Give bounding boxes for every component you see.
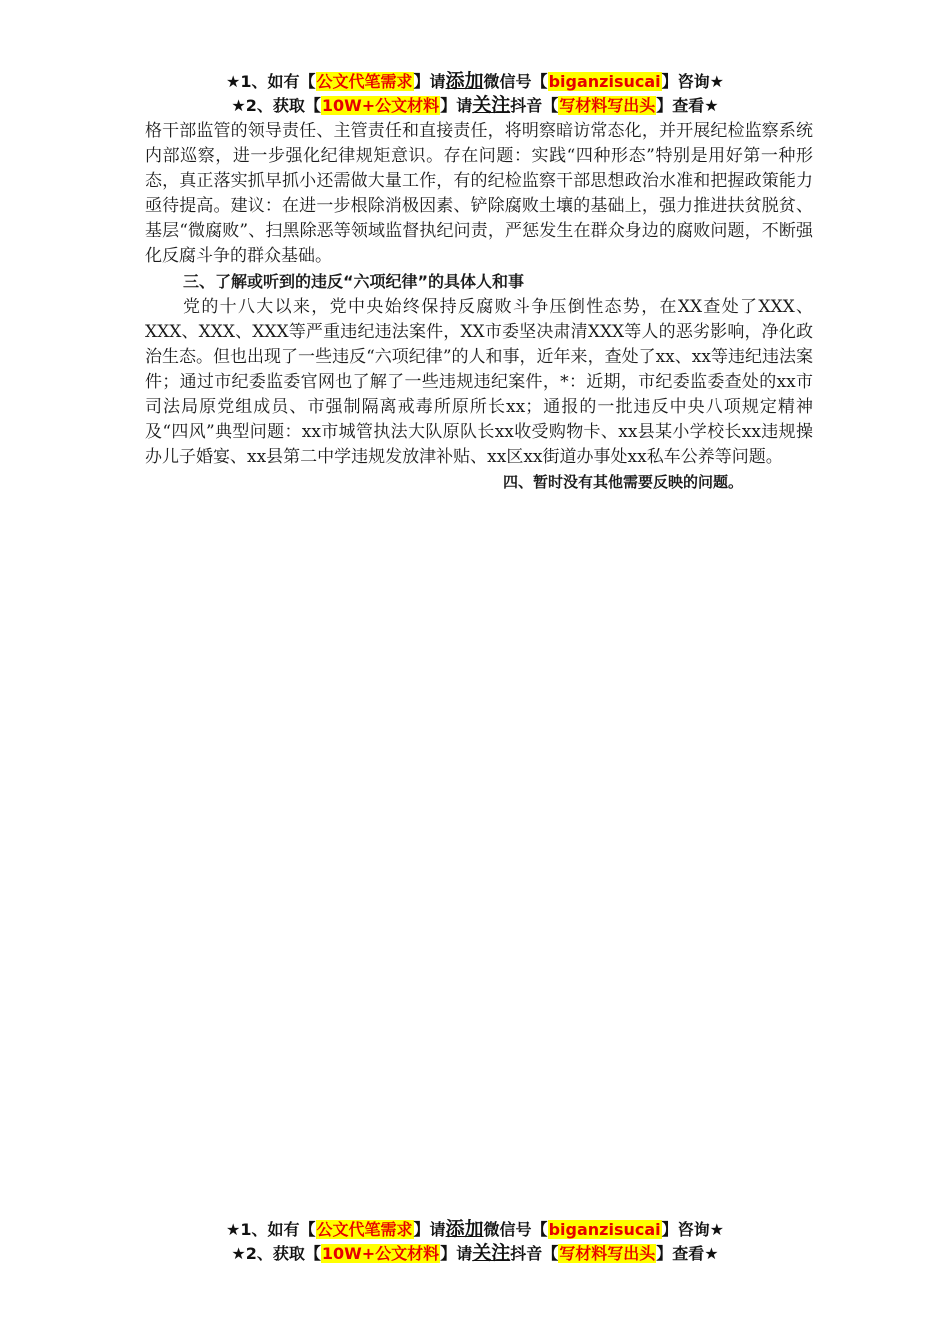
top-banner <box>0 69 950 117</box>
paragraph-continued: 格干部监管的领导责任、主管责任和直接责任，将明察暗访常态化，并开展纪检监察系统内部巡察，进一步强化纪律规矩意识。存在问题：实践“四种形态”特别是用好第一种形态，真正落实抓早抓小还需做大量工作，有的纪检监察干部思想政治水准和把握政策能力亟待提高。建议：在进一步根除消极因素、铲除腐败土壤的基础上，强力推进扶贫脱贫、基层“微腐败”、扫黑除恶等领域监督执纪问责，严惩发生在群众身边的腐败问题，不断强化反腐斗争的群众基础。 <box>145 121 813 266</box>
highlight-douyin-account: 写材料写出头 <box>559 96 656 115</box>
paragraph-section-3: 党的十八大以来，党中央始终保持反腐败斗争压倒性态势，在XX查处了XXX、XXX、XXX、XXX等严重违纪违法案件，XX市委坚决肃清XXX等人的恶劣影响，净化政治生态。但也出现了一些违反“六项纪律”的人和事，近年来，查处了xx、xx等违纪违法案件；通过市纪委监委官网也了解了一些违规违纪案件，*：近期，市纪委监委查处的xx市司法局原党组成员、市强制隔离戒毒所原所长xx；通报的一批违反中央八项规定精神及“四风”典型问题：xx市城管执法大队原队长xx收受购物卡、xx县某小学校长xx违规操办儿子婚宴、xx县第二中学违规发放津补贴、xx区xx街道办事处xx私车公养等问题。 <box>145 297 813 467</box>
banner-text: 】请 <box>440 96 473 115</box>
banner-text: 】咨询★ <box>661 1220 724 1239</box>
highlight-ghostwriting: 公文代笔需求 <box>316 1220 413 1239</box>
banner-text: 抖音【 <box>510 1244 559 1263</box>
banner-text: 】请 <box>440 1244 473 1263</box>
banner-line-1 <box>0 1217 950 1241</box>
highlight-douyin-account: 写材料写出头 <box>559 1244 656 1263</box>
highlight-materials: 10W+公文材料 <box>321 96 440 115</box>
banner-text: ★2、获取【 <box>231 96 321 115</box>
banner-line-2 <box>0 1241 950 1265</box>
banner-text: 】咨询★ <box>661 72 724 91</box>
banner-text: 微信号【 <box>483 72 548 91</box>
banner-text: ★2、获取【 <box>231 1244 321 1263</box>
banner-text: 抖音【 <box>510 96 559 115</box>
banner-text: 】查看★ <box>656 1244 719 1263</box>
section-heading-3: 三、了解或听到的违反“六项纪律”的具体人和事 <box>183 272 525 291</box>
highlight-materials: 10W+公文材料 <box>321 1244 440 1263</box>
highlight-wechat-id: biganzisucai <box>548 72 661 91</box>
banner-text: 】请 <box>413 1220 446 1239</box>
banner-text: ★1、如有【 <box>226 72 316 91</box>
section-heading-4: 四、暂时没有其他需要反映的问题。 <box>502 473 743 491</box>
banner-text: 】请 <box>413 72 446 91</box>
banner-emphasis: 添加 <box>445 70 484 92</box>
banner-text: 微信号【 <box>483 1220 548 1239</box>
banner-emphasis: 关注 <box>472 94 511 116</box>
banner-text: 】查看★ <box>656 96 719 115</box>
banner-emphasis: 添加 <box>445 1218 484 1240</box>
banner-text: ★1、如有【 <box>226 1220 316 1239</box>
highlight-ghostwriting: 公文代笔需求 <box>316 72 413 91</box>
document-body <box>145 119 813 495</box>
banner-emphasis: 关注 <box>472 1242 511 1264</box>
bottom-banner <box>0 1217 950 1265</box>
highlight-wechat-id: biganzisucai <box>548 1220 661 1239</box>
banner-line-1 <box>0 69 950 93</box>
banner-line-2 <box>0 93 950 117</box>
